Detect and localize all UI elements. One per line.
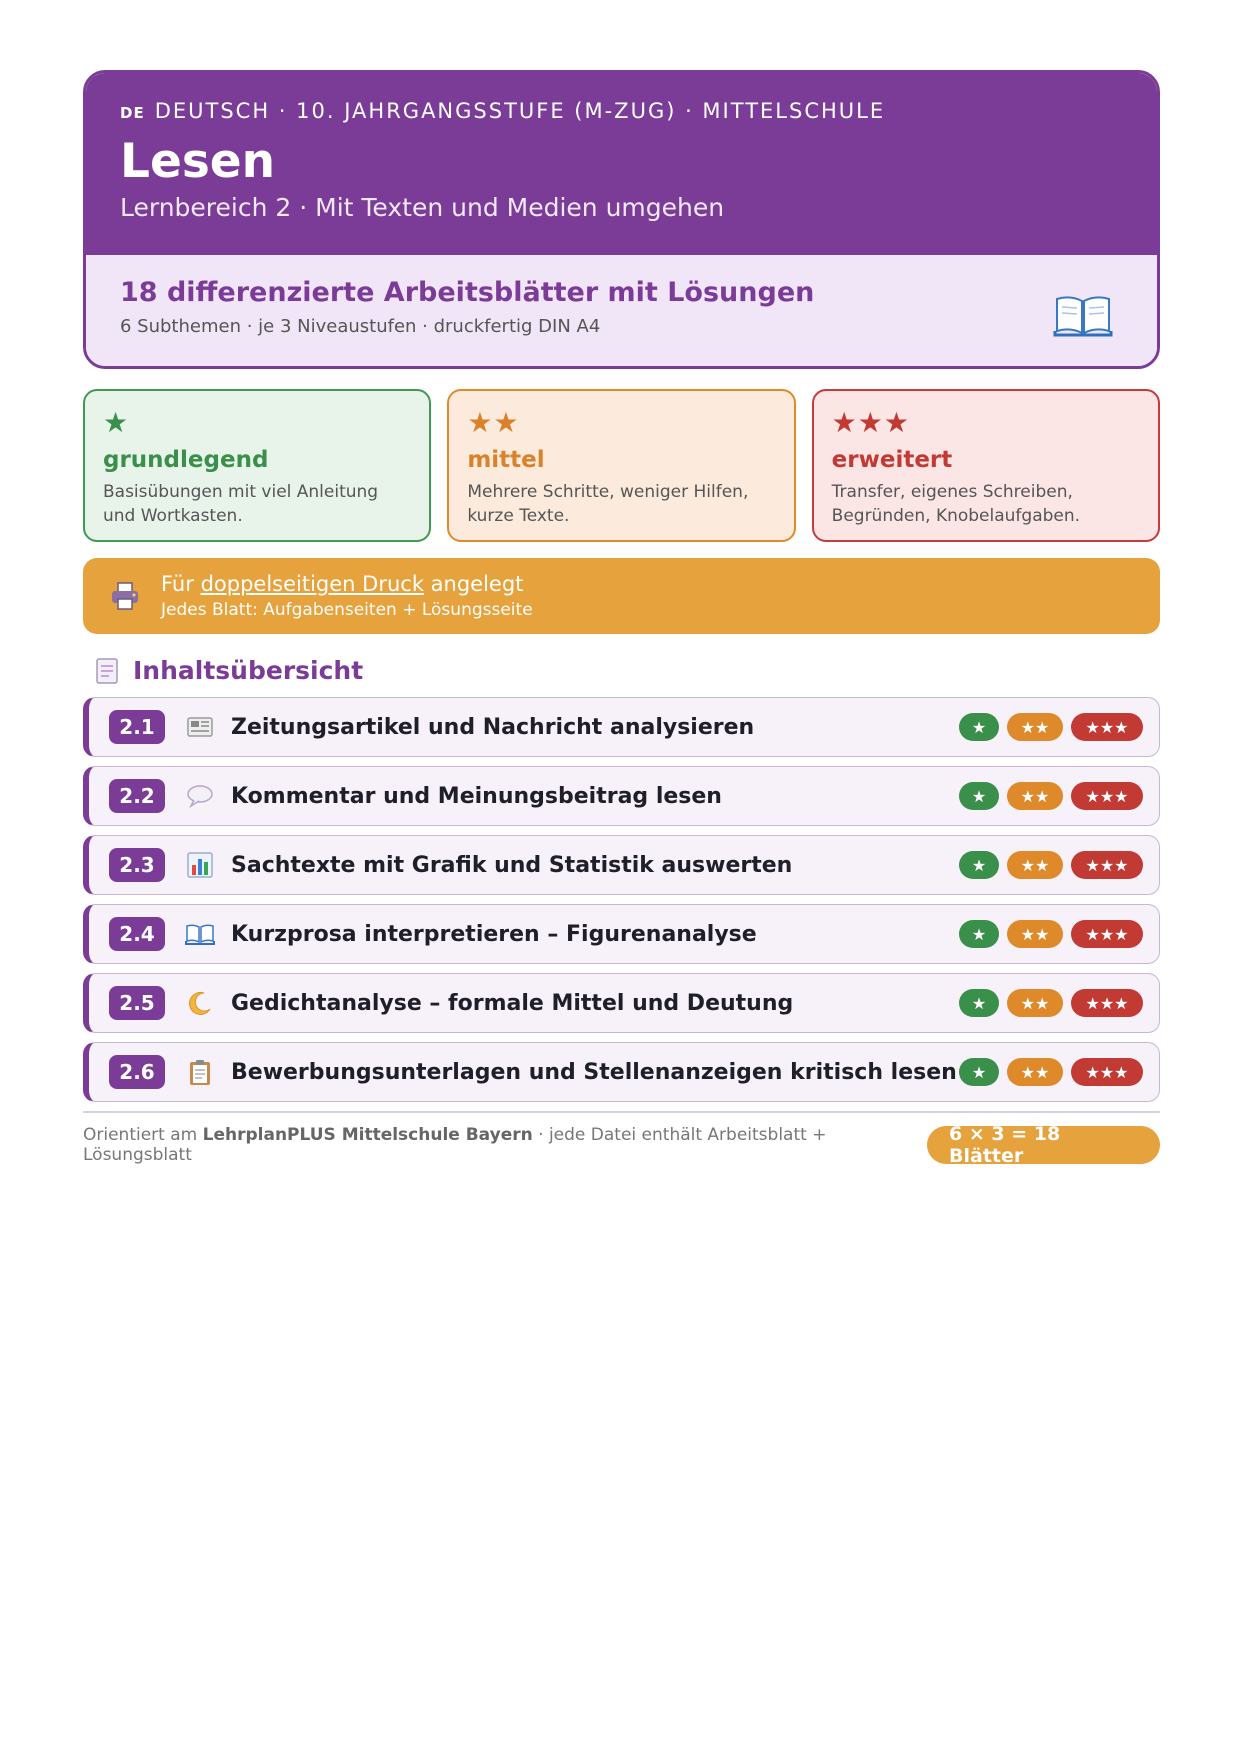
- print-line-1: [161, 572, 533, 596]
- page-subtitle: Lernbereich 2 · Mit Texten und Medien umgehen: [120, 193, 725, 223]
- level-stars: ★★: [467, 406, 520, 439]
- level-badges: [959, 1058, 1143, 1086]
- toc-number: 2.2: [109, 779, 165, 813]
- header-banner: [86, 73, 1157, 255]
- bar-chart-icon: [185, 850, 215, 880]
- badge-level-2: ★★: [1007, 851, 1063, 879]
- badge-level-2: ★★: [1007, 1058, 1063, 1086]
- book-icon: [1053, 293, 1113, 337]
- level-badges: [959, 989, 1143, 1017]
- level-stars: ★: [103, 406, 130, 439]
- level-badges: [959, 851, 1143, 879]
- total-sheets-badge: 6 × 3 = 18 Blätter: [927, 1126, 1160, 1164]
- level-card-mittel: [447, 389, 795, 542]
- toc-number: 2.5: [109, 986, 165, 1020]
- level-description: Mehrere Schritte, weniger Hilfen, kurze Texte.: [467, 482, 749, 526]
- footer-suffix: · jede Datei enthält Arbeitsblatt + Lösungsblatt: [83, 1125, 827, 1165]
- toc-number: 2.6: [109, 1055, 165, 1089]
- toc-item-2-2[interactable]: [83, 766, 1160, 826]
- subject-text: DEUTSCH · 10. JAHRGANGSSTUFE (M-ZUG) · MITTELSCHULE: [154, 99, 886, 123]
- level-description: Transfer, eigenes Schreiben, Begründen, Knobelaufgaben.: [831, 482, 1081, 526]
- badge-level-2: ★★: [1007, 713, 1063, 741]
- badge-level-2: ★★: [1007, 782, 1063, 810]
- badge-level-1: ★: [959, 851, 999, 879]
- badge-level-3: ★★★: [1071, 851, 1143, 879]
- level-name: grundlegend: [103, 447, 269, 473]
- print-link: doppelseitigen Druck: [200, 572, 424, 596]
- footer-curriculum: LehrplanPLUS Mittelschule Bayern: [202, 1125, 533, 1145]
- badge-level-3: ★★★: [1071, 989, 1143, 1017]
- toc-item-title: Gedichtanalyse – formale Mittel und Deutung: [231, 990, 794, 1016]
- crescent-moon-icon: [185, 988, 215, 1018]
- toc-item-2-6[interactable]: [83, 1042, 1160, 1102]
- badge-level-3: ★★★: [1071, 920, 1143, 948]
- toc-item-2-3[interactable]: [83, 835, 1160, 895]
- cover-page: [83, 70, 1160, 1165]
- print-info: [161, 572, 533, 620]
- print-prefix: Für: [161, 572, 201, 596]
- toc-heading: [83, 656, 1160, 685]
- level-cards: [83, 389, 1160, 542]
- badge-level-3: ★★★: [1071, 782, 1143, 810]
- sheets-meta: 6 Subthemen · je 3 Niveaustufen · druckfertig DIN A4: [120, 316, 601, 337]
- print-line-2: Jedes Blatt: Aufgabenseiten + Lösungsseite: [161, 600, 533, 620]
- sheets-title: 18 differenzierte Arbeitsblätter mit Lösungen: [120, 277, 815, 308]
- newspaper-icon: [185, 712, 215, 742]
- level-card-erweitert: [812, 389, 1160, 542]
- toc-item-title: Zeitungsartikel und Nachricht analysieren: [231, 714, 755, 740]
- footer-text: [83, 1125, 927, 1165]
- print-banner: [83, 558, 1160, 634]
- badge-level-2: ★★: [1007, 920, 1063, 948]
- toc-item-2-4[interactable]: [83, 904, 1160, 964]
- toc-number: 2.3: [109, 848, 165, 882]
- level-name: erweitert: [831, 447, 953, 473]
- level-description: Basisübungen mit viel Anleitung und Wortkasten.: [103, 482, 379, 526]
- level-card-grundlegend: [83, 389, 431, 542]
- toc-item-title: Sachtexte mit Grafik und Statistik auswerten: [231, 852, 793, 878]
- toc-title: Inhaltsübersicht: [133, 656, 364, 685]
- badge-level-1: ★: [959, 920, 999, 948]
- toc-item-title: Kurzprosa interpretieren – Figurenanalyse: [231, 921, 757, 947]
- badge-level-1: ★: [959, 989, 999, 1017]
- print-suffix: angelegt: [423, 572, 524, 596]
- toc-number: 2.1: [109, 710, 165, 744]
- level-badges: [959, 920, 1143, 948]
- badge-level-3: ★★★: [1071, 713, 1143, 741]
- footer-divider: [83, 1111, 1160, 1113]
- toc-item-title: Kommentar und Meinungsbeitrag lesen: [231, 783, 722, 809]
- clipboard-icon: [185, 1057, 215, 1087]
- badge-level-1: ★: [959, 1058, 999, 1086]
- sheets-info: [86, 255, 1157, 366]
- badge-level-1: ★: [959, 713, 999, 741]
- level-name: mittel: [467, 447, 545, 473]
- document-icon: [95, 657, 119, 685]
- toc-list: [83, 697, 1160, 1102]
- speech-bubble-icon: [185, 781, 215, 811]
- open-book-icon: [185, 919, 215, 949]
- badge-level-1: ★: [959, 782, 999, 810]
- toc-item-2-5[interactable]: [83, 973, 1160, 1033]
- badge-level-2: ★★: [1007, 989, 1063, 1017]
- subject-code: DE: [120, 104, 145, 122]
- subject-line: [120, 99, 1123, 123]
- level-badges: [959, 782, 1143, 810]
- level-stars: ★★★: [831, 406, 910, 439]
- level-badges: [959, 713, 1143, 741]
- footer-prefix: Orientiert am: [83, 1125, 203, 1145]
- badge-level-3: ★★★: [1071, 1058, 1143, 1086]
- toc-item-2-1[interactable]: [83, 697, 1160, 757]
- footer: [83, 1125, 1160, 1165]
- page-title: Lesen: [120, 134, 276, 189]
- header-card: [83, 70, 1160, 369]
- toc-number: 2.4: [109, 917, 165, 951]
- toc-item-title: Bewerbungsunterlagen und Stellenanzeigen kritisch lesen: [231, 1059, 957, 1085]
- printer-icon: [109, 580, 141, 612]
